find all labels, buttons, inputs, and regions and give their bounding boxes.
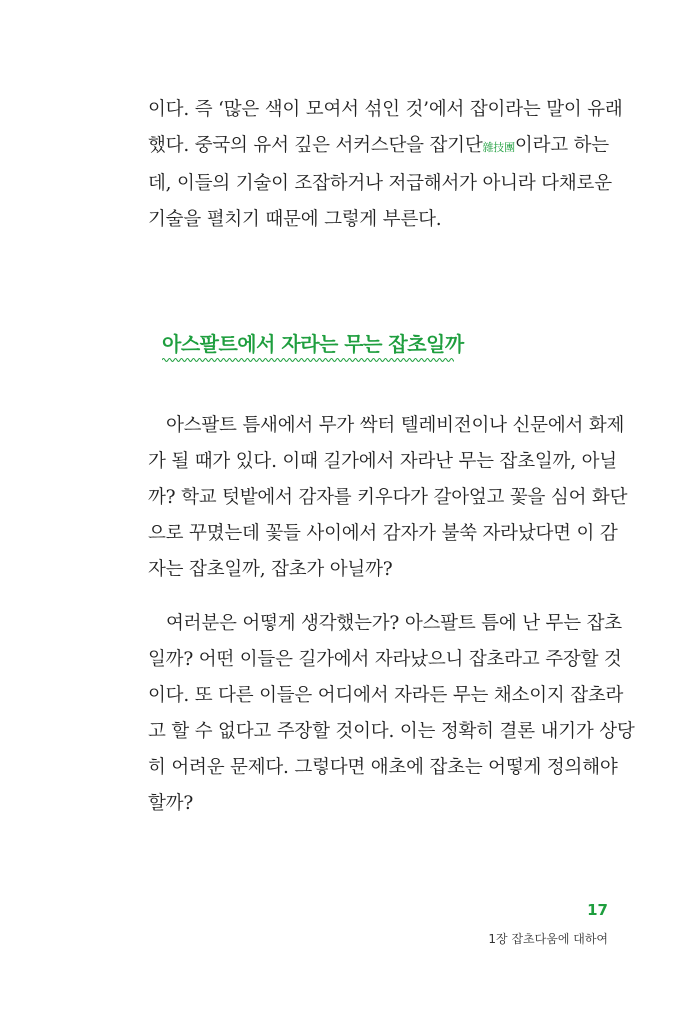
text-line: 까? 학교 텃밭에서 감자를 키우다가 갈아엎고 꽃을 심어 화단 (148, 487, 628, 508)
text-line: 이다. 즉 ‘많은 색이 모여서 섞인 것’에서 잡이라는 말이 유래 (148, 99, 623, 120)
text-line (148, 128, 608, 166)
wavy-underline (162, 356, 454, 364)
text-line: 고 할 수 없다고 주장할 것이다. 이는 정확히 결론 내기가 상당 (148, 721, 635, 742)
text-line: 여러분은 어떻게 생각했는가? 아스팔트 틈에 난 무는 잡초 (166, 613, 622, 634)
text-line: 히 어려운 문제다. 그렇다면 애초에 잡초는 어떻게 정의해야 (148, 757, 618, 778)
text-line: 아스팔트 틈새에서 무가 싹터 텔레비전이나 신문에서 화제 (166, 415, 625, 436)
text-line: 기술을 펼치기 때문에 그렇게 부른다. (148, 209, 442, 230)
page-number: 17 (587, 901, 608, 919)
text-segment: 이라고 하는 (514, 135, 609, 156)
text-line: 일까? 어떤 이들은 길가에서 자라났으니 잡초라고 주장할 것 (148, 649, 622, 670)
body-paragraph-1 (148, 408, 628, 588)
hanja-annotation: 雜技團 (482, 141, 515, 154)
text-line: 자는 잡초일까, 잡초가 아닐까? (148, 559, 393, 580)
section-heading: 아스팔트에서 자라는 무는 잡초일까 (162, 332, 464, 356)
text-line: 이다. 또 다른 이들은 어디에서 자라든 무는 채소이지 잡초라 (148, 685, 624, 706)
text-line: 으로 꾸몄는데 꽃들 사이에서 감자가 불쑥 자라났다면 이 감 (148, 523, 618, 544)
text-line: 가 될 때가 있다. 이때 길가에서 자라난 무는 잡초일까, 아닐 (148, 451, 617, 472)
intro-paragraph (148, 92, 623, 238)
chapter-footer: 1장 잡초다움에 대하여 (488, 932, 608, 946)
text-line: 데, 이들의 기술이 조잡하거나 저급해서가 아니라 다채로운 (148, 173, 612, 194)
text-line: 할까? (148, 793, 194, 814)
text-segment: 했다. 중국의 유서 깊은 서커스단을 잡기단 (148, 135, 483, 156)
body-paragraph-2 (148, 606, 635, 822)
